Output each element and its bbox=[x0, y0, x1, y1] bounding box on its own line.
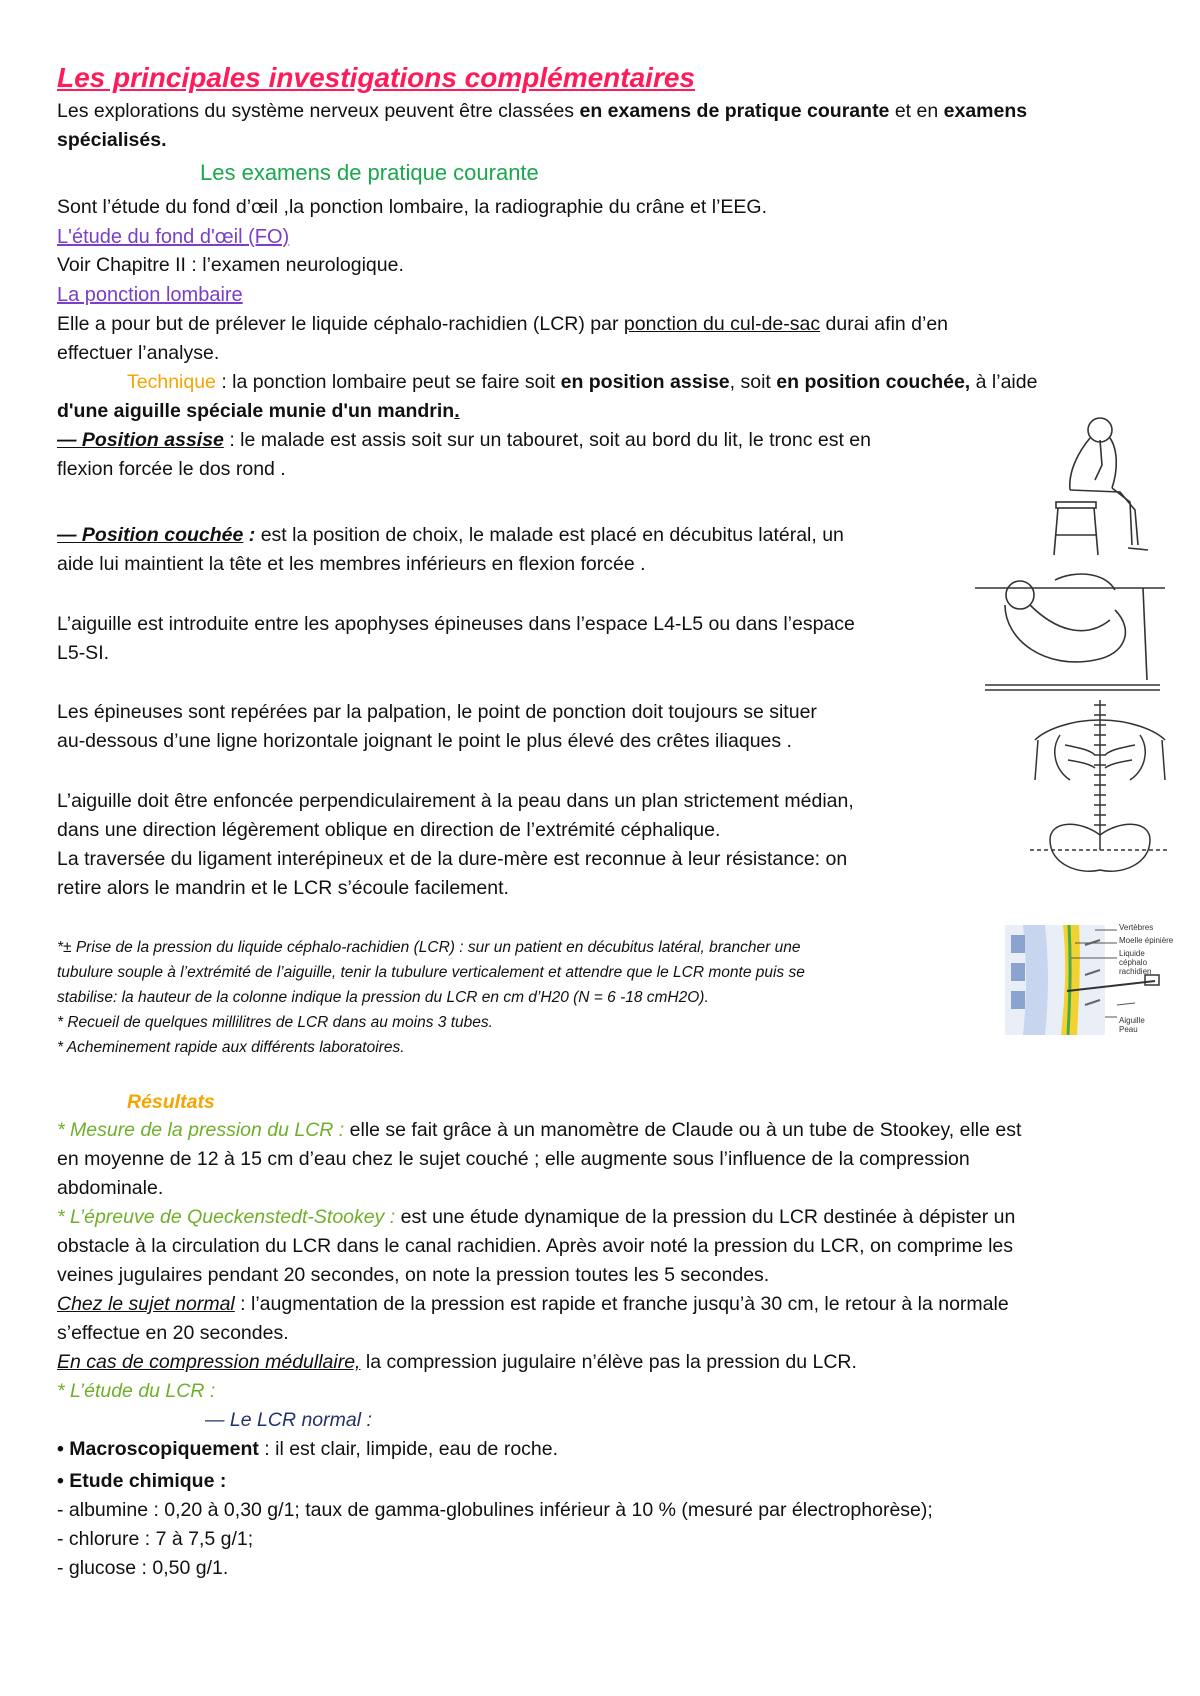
assise-label: — Position assise bbox=[57, 429, 224, 451]
technique-comma: , bbox=[964, 371, 971, 393]
aiguille-line-1: L’aiguille est introduite entre les apophyses épineuses dans l’espace L4-L5 ou dans l’espace bbox=[57, 613, 855, 635]
couchee-line-2: aide lui maintient la tête et les membres inférieurs en flexion forcée . bbox=[57, 553, 646, 575]
queck-line-2: obstacle à la circulation du LCR dans le canal rachidien. Après avoir noté la pression du LCR, on comprime les bbox=[57, 1235, 1014, 1257]
lcr-normal-label: — Le LCR normal : bbox=[205, 1409, 372, 1431]
enfoncee-line-4: retire alors le mandrin et le LCR s’écoule facilement. bbox=[57, 877, 509, 899]
aiguille-line-2: L5-SI. bbox=[57, 642, 110, 664]
couchee-text: est la position de choix, le malade est placé en décubitus latéral, un bbox=[255, 524, 844, 546]
normal-line-1 bbox=[57, 1290, 1009, 1319]
label-vertebres: Vertèbres bbox=[1119, 923, 1154, 932]
compression-line bbox=[57, 1348, 857, 1377]
enfoncee-line-1: L’aiguille doit être enfoncée perpendiculairement à la peau dans un plan strictement médian, bbox=[57, 790, 854, 812]
section-heading-pratique-courante: Les examens de pratique courante bbox=[200, 160, 539, 185]
pression-line-1 bbox=[57, 1116, 1021, 1145]
technique-line-1 bbox=[127, 368, 1037, 397]
technique-text-f: à l’aide bbox=[970, 371, 1038, 393]
seated-position-illustration bbox=[1040, 410, 1160, 560]
assise-line-1 bbox=[57, 426, 871, 455]
intro-line-1 bbox=[57, 97, 1027, 126]
note-line: * Recueil de quelques millilitres de LCR dans au moins 3 tubes. bbox=[57, 1014, 493, 1031]
note-line: * Acheminement rapide aux différents laboratoires. bbox=[57, 1039, 405, 1056]
epineuses-line-1: Les épineuses sont repérées par la palpation, le point de ponction doit toujours se situer bbox=[57, 701, 817, 723]
macro-line bbox=[57, 1435, 558, 1464]
section1-text: Sont l’étude du fond d’œil ,la ponction lombaire, la radiographie du crâne et l’EEG. bbox=[57, 196, 767, 218]
albumine-line: - albumine : 0,20 à 0,30 g/1; taux de gamma-globulines inférieur à 10 % (mesuré par électrophorèse); bbox=[57, 1499, 933, 1521]
glucose-line: - glucose : 0,50 g/1. bbox=[57, 1557, 229, 1579]
pression-label: * Mesure de la pression du LCR : bbox=[57, 1119, 345, 1141]
epineuses-line-2: au-dessous d’une ligne horizontale joignant le point le plus élevé des crêtes iliaques . bbox=[57, 730, 792, 752]
pression-line-3: abdominale. bbox=[57, 1177, 164, 1199]
macro-text: : il est clair, limpide, eau de roche. bbox=[258, 1438, 559, 1460]
intro-text: Les explorations du système nerveux peuvent être classées bbox=[57, 100, 580, 122]
lcr-label: * L’étude du LCR : bbox=[57, 1380, 216, 1402]
note-line: tubulure souple à l’extrémité de l’aiguille, tenir la tubulure verticalement et attendre que le LCR monte puis se bbox=[57, 964, 805, 981]
queck-label: * L’épreuve de Queckenstedt-Stookey : bbox=[57, 1206, 396, 1228]
chimique-label: • Etude chimique : bbox=[57, 1470, 227, 1492]
note-line: stabilise: la hauteur de la colonne indique la pression du LCR en cm d’H20 (N = 6 -18 cmH2O). bbox=[57, 989, 709, 1006]
technique-line-2 bbox=[57, 397, 460, 426]
couchee-colon: : bbox=[243, 524, 256, 546]
lumbar-puncture-diagram bbox=[1005, 925, 1175, 1035]
lcr-normal-heading bbox=[205, 1406, 372, 1435]
technique-bold-2: en position couchée bbox=[776, 371, 965, 393]
pl-heading-text: La ponction lombaire bbox=[57, 284, 243, 306]
pl-line-1 bbox=[57, 310, 948, 339]
chimique-line bbox=[57, 1467, 226, 1496]
label-moelle: Moelle épinière bbox=[1119, 936, 1174, 945]
couchee-line-1 bbox=[57, 521, 844, 550]
intro-bold-3: spécialisés. bbox=[57, 129, 167, 151]
assise-line-2: flexion forcée le dos rond . bbox=[57, 458, 286, 480]
pl-text-a: Elle a pour but de prélever le liquide céphalo-rachidien (LCR) par bbox=[57, 313, 624, 335]
queck-line-1 bbox=[57, 1203, 1015, 1232]
resultats-heading-text: Résultats bbox=[127, 1091, 215, 1113]
label-rachidien: rachidien bbox=[1119, 967, 1152, 976]
technique-text-c: , soit bbox=[729, 371, 777, 393]
pression-text: elle se fait grâce à un manomètre de Claude ou à un tube de Stookey, elle est bbox=[344, 1119, 1022, 1141]
macro-label: • Macroscopiquement bbox=[57, 1438, 259, 1460]
resultats-heading bbox=[127, 1088, 215, 1117]
pl-text-c: durai afin d’en bbox=[820, 313, 949, 335]
label-liquide: Liquide céphalo bbox=[1119, 949, 1148, 967]
fo-text: Voir Chapitre II : l’examen neurologique. bbox=[57, 254, 404, 276]
technique-text-a: : la ponction lombaire peut se faire soit bbox=[215, 371, 561, 393]
fo-heading bbox=[57, 223, 289, 252]
fo-heading-text: L'étude du fond d'œil (FO) bbox=[57, 226, 290, 248]
label-aiguille: Aiguille bbox=[1119, 1016, 1145, 1025]
assise-text: : le malade est assis soit sur un tabouret, soit au bord du lit, le tronc est en bbox=[223, 429, 871, 451]
intro-text-2: et en bbox=[889, 100, 944, 122]
pl-underline: ponction du cul-de-sac bbox=[623, 313, 821, 335]
pl-heading bbox=[57, 281, 243, 310]
normal-label: Chez le sujet normal bbox=[57, 1293, 235, 1315]
couchee-label: — Position couchée bbox=[57, 524, 244, 546]
label-peau: Peau bbox=[1119, 1025, 1138, 1034]
technique-period: . bbox=[454, 400, 460, 422]
compression-label: En cas de compression médullaire, bbox=[57, 1351, 361, 1373]
lcr-heading bbox=[57, 1377, 215, 1406]
figure-labels bbox=[1119, 923, 1175, 1034]
technique-bold-1: en position assise bbox=[560, 371, 730, 393]
compression-text: la compression jugulaire n’élève pas la pression du LCR. bbox=[360, 1351, 857, 1373]
chlorure-line: - chlorure : 7 à 7,5 g/1; bbox=[57, 1528, 254, 1550]
technique-bold-3: d'une aiguille spéciale munie d'un mandrin bbox=[57, 400, 455, 422]
enfoncee-line-2: dans une direction légèrement oblique en direction de l’extrémité céphalique. bbox=[57, 819, 721, 841]
normal-text: : l’augmentation de la pression est rapide et franche jusqu’à 30 cm, le retour à la normale bbox=[234, 1293, 1009, 1315]
queck-text: est une étude dynamique de la pression du LCR destinée à dépister un bbox=[395, 1206, 1016, 1228]
technique-label: Technique bbox=[127, 371, 216, 393]
intro-bold-1: en examens de pratique courante bbox=[579, 100, 890, 122]
enfoncee-line-3: La traversée du ligament interépineux et de la dure-mère est reconnue à leur résistance: on bbox=[57, 848, 848, 870]
normal-line-2: s’effectue en 20 secondes. bbox=[57, 1322, 289, 1344]
note-line: *± Prise de la pression du liquide céphalo-rachidien (LCR) : sur un patient en décubitus latéral, brancher une bbox=[57, 939, 801, 956]
spine-skeleton-illustration bbox=[1030, 700, 1170, 890]
pression-line-2: en moyenne de 12 à 15 cm d’eau chez le sujet couché ; elle augmente sous l’influence de la compression bbox=[57, 1148, 970, 1170]
intro-line-2 bbox=[57, 126, 167, 155]
queck-line-3: veines jugulaires pendant 20 secondes, on note la pression toutes les 5 secondes. bbox=[57, 1264, 770, 1286]
lying-position-illustration bbox=[975, 560, 1170, 695]
pl-line-2: effectuer l’analyse. bbox=[57, 342, 220, 364]
intro-bold-2: examens bbox=[943, 100, 1028, 122]
page-title: Les principales investigations complémentaires bbox=[57, 62, 695, 93]
